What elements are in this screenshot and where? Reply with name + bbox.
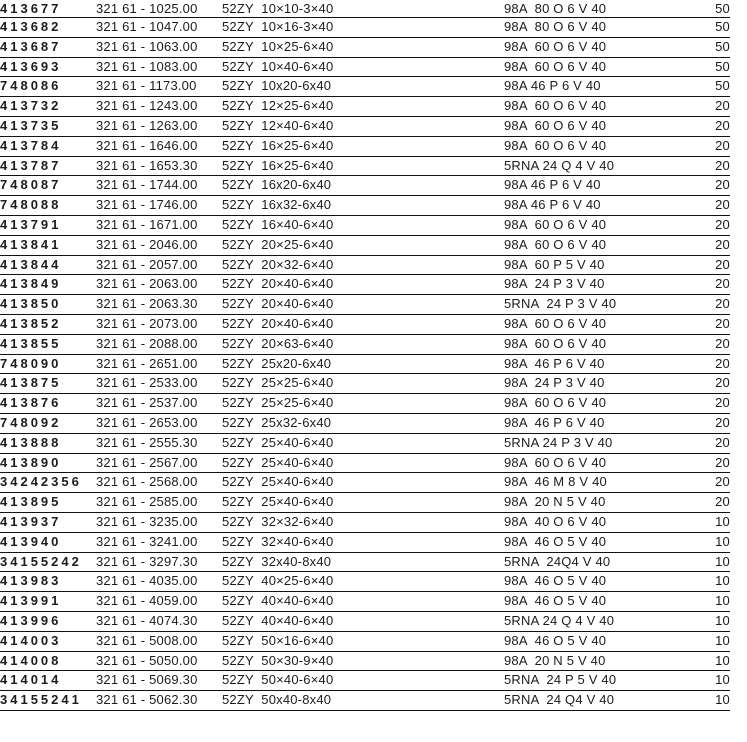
pack-quantity-cell: 50 xyxy=(664,77,730,97)
pack-quantity-cell: 20 xyxy=(664,116,730,136)
type-dimensions-cell: 52ZY 20×40-6×40 xyxy=(222,275,504,295)
abrasive-spec-cell: 98A 20 N 5 V 40 xyxy=(504,493,664,513)
order-code-cell: 321 61 - 1744.00 xyxy=(96,176,222,196)
type-dimensions-cell: 52ZY 25×40-6×40 xyxy=(222,473,504,493)
part-number-cell: 413996 xyxy=(0,611,96,631)
type-dimensions-cell: 52ZY 20×25-6×40 xyxy=(222,235,504,255)
abrasive-spec-cell: 98A 46 P 6 V 40 xyxy=(504,413,664,433)
pack-quantity-cell: 10 xyxy=(664,512,730,532)
table-row xyxy=(0,314,730,334)
pack-quantity-cell: 50 xyxy=(664,37,730,57)
pack-quantity-cell: 20 xyxy=(664,156,730,176)
pack-quantity-cell: 20 xyxy=(664,255,730,275)
order-code-cell: 321 61 - 1646.00 xyxy=(96,136,222,156)
abrasive-spec-cell: 5RNA 24Q4 V 40 xyxy=(504,552,664,572)
type-dimensions-cell: 52ZY 50x40-8x40 xyxy=(222,691,504,711)
abrasive-spec-cell: 98A 46 O 5 V 40 xyxy=(504,631,664,651)
part-number-cell: 413937 xyxy=(0,512,96,532)
pack-quantity-cell: 20 xyxy=(664,215,730,235)
order-code-cell: 321 61 - 2088.00 xyxy=(96,334,222,354)
abrasive-spec-cell: 98A 46 O 5 V 40 xyxy=(504,592,664,612)
pack-quantity-cell: 20 xyxy=(664,334,730,354)
table-row xyxy=(0,37,730,57)
table-row xyxy=(0,671,730,691)
part-number-cell: 413850 xyxy=(0,295,96,315)
table-row xyxy=(0,394,730,414)
table-row xyxy=(0,116,730,136)
pack-quantity-cell: 10 xyxy=(664,572,730,592)
pack-quantity-cell: 20 xyxy=(664,433,730,453)
order-code-cell: 321 61 - 2073.00 xyxy=(96,314,222,334)
order-code-cell: 321 61 - 2063.00 xyxy=(96,275,222,295)
pack-quantity-cell: 20 xyxy=(664,493,730,513)
part-number-cell: 413687 xyxy=(0,37,96,57)
order-code-cell: 321 61 - 4059.00 xyxy=(96,592,222,612)
type-dimensions-cell: 52ZY 12×25-6×40 xyxy=(222,97,504,117)
table-row xyxy=(0,512,730,532)
order-code-cell: 321 61 - 1243.00 xyxy=(96,97,222,117)
part-number-cell: 413855 xyxy=(0,334,96,354)
abrasive-spec-cell: 98A 60 P 5 V 40 xyxy=(504,255,664,275)
part-number-cell: 413895 xyxy=(0,493,96,513)
type-dimensions-cell: 52ZY 40×25-6×40 xyxy=(222,572,504,592)
table-row xyxy=(0,255,730,275)
order-code-cell: 321 61 - 3297.30 xyxy=(96,552,222,572)
type-dimensions-cell: 52ZY 25×25-6×40 xyxy=(222,394,504,414)
table-row xyxy=(0,235,730,255)
type-dimensions-cell: 52ZY 12×40-6×40 xyxy=(222,116,504,136)
type-dimensions-cell: 52ZY 20×32-6×40 xyxy=(222,255,504,275)
abrasive-spec-cell: 98A 46 P 6 V 40 xyxy=(504,196,664,216)
pack-quantity-cell: 10 xyxy=(664,552,730,572)
pack-quantity-cell: 20 xyxy=(664,413,730,433)
order-code-cell: 321 61 - 2555.30 xyxy=(96,433,222,453)
abrasive-spec-cell: 98A 20 N 5 V 40 xyxy=(504,651,664,671)
part-number-cell: 413791 xyxy=(0,215,96,235)
order-code-cell: 321 61 - 1047.00 xyxy=(96,18,222,38)
pack-quantity-cell: 20 xyxy=(664,314,730,334)
part-number-cell: 413875 xyxy=(0,374,96,394)
type-dimensions-cell: 52ZY 16×25-6×40 xyxy=(222,136,504,156)
abrasive-spec-cell: 98A 24 P 3 V 40 xyxy=(504,374,664,394)
pack-quantity-cell: 20 xyxy=(664,394,730,414)
table-row xyxy=(0,57,730,77)
pack-quantity-cell: 20 xyxy=(664,374,730,394)
table-row xyxy=(0,77,730,97)
type-dimensions-cell: 52ZY 32x40-8x40 xyxy=(222,552,504,572)
part-number-cell: 413983 xyxy=(0,572,96,592)
pack-quantity-cell: 20 xyxy=(664,473,730,493)
pack-quantity-cell: 20 xyxy=(664,196,730,216)
abrasive-spec-cell: 5RNA 24 Q 4 V 40 xyxy=(504,611,664,631)
table-row xyxy=(0,295,730,315)
part-number-cell: 413682 xyxy=(0,18,96,38)
abrasive-spec-cell: 98A 60 O 6 V 40 xyxy=(504,334,664,354)
type-dimensions-cell: 52ZY 50×16-6×40 xyxy=(222,631,504,651)
part-number-cell: 413787 xyxy=(0,156,96,176)
table-row xyxy=(0,374,730,394)
abrasive-spec-cell: 98A 46 P 6 V 40 xyxy=(504,176,664,196)
part-number-cell: 414003 xyxy=(0,631,96,651)
table-row xyxy=(0,354,730,374)
table-row xyxy=(0,473,730,493)
abrasive-spec-cell: 98A 60 O 6 V 40 xyxy=(504,57,664,77)
table-row xyxy=(0,631,730,651)
table-row xyxy=(0,156,730,176)
pack-quantity-cell: 50 xyxy=(664,18,730,38)
table-row xyxy=(0,97,730,117)
table-row xyxy=(0,275,730,295)
type-dimensions-cell: 52ZY 10×16-3×40 xyxy=(222,18,504,38)
order-code-cell: 321 61 - 2046.00 xyxy=(96,235,222,255)
part-number-cell: 413888 xyxy=(0,433,96,453)
abrasive-spec-cell: 98A 40 O 6 V 40 xyxy=(504,512,664,532)
table-row xyxy=(0,453,730,473)
type-dimensions-cell: 52ZY 25x20-6x40 xyxy=(222,354,504,374)
order-code-cell: 321 61 - 1653.30 xyxy=(96,156,222,176)
pack-quantity-cell: 50 xyxy=(664,0,730,18)
part-number-cell: 413844 xyxy=(0,255,96,275)
part-number-cell: 413693 xyxy=(0,57,96,77)
order-code-cell: 321 61 - 1083.00 xyxy=(96,57,222,77)
type-dimensions-cell: 52ZY 40×40-6×40 xyxy=(222,611,504,631)
part-number-cell: 413732 xyxy=(0,97,96,117)
table-row xyxy=(0,532,730,552)
order-code-cell: 321 61 - 2651.00 xyxy=(96,354,222,374)
order-code-cell: 321 61 - 4074.30 xyxy=(96,611,222,631)
part-number-cell: 413852 xyxy=(0,314,96,334)
part-number-cell: 34155242 xyxy=(0,552,96,572)
type-dimensions-cell: 52ZY 20×63-6×40 xyxy=(222,334,504,354)
table-row xyxy=(0,552,730,572)
type-dimensions-cell: 52ZY 32×40-6×40 xyxy=(222,532,504,552)
abrasive-spec-cell: 98A 60 O 6 V 40 xyxy=(504,453,664,473)
part-number-cell: 34242356 xyxy=(0,473,96,493)
pack-quantity-cell: 20 xyxy=(664,295,730,315)
order-code-cell: 321 61 - 3235.00 xyxy=(96,512,222,532)
abrasive-spec-cell: 98A 46 P 6 V 40 xyxy=(504,77,664,97)
pack-quantity-cell: 10 xyxy=(664,631,730,651)
abrasive-spec-cell: 98A 46 P 6 V 40 xyxy=(504,354,664,374)
type-dimensions-cell: 52ZY 40×40-6×40 xyxy=(222,592,504,612)
type-dimensions-cell: 52ZY 16x32-6x40 xyxy=(222,196,504,216)
abrasive-spec-cell: 98A 46 O 5 V 40 xyxy=(504,532,664,552)
pack-quantity-cell: 10 xyxy=(664,651,730,671)
abrasive-spec-cell: 98A 60 O 6 V 40 xyxy=(504,37,664,57)
part-number-cell: 748086 xyxy=(0,77,96,97)
abrasive-spec-cell: 98A 60 O 6 V 40 xyxy=(504,235,664,255)
table-row xyxy=(0,0,730,18)
order-code-cell: 321 61 - 1025.00 xyxy=(96,0,222,18)
part-number-cell: 413841 xyxy=(0,235,96,255)
part-number-cell: 413991 xyxy=(0,592,96,612)
abrasive-spec-cell: 98A 60 O 6 V 40 xyxy=(504,314,664,334)
abrasive-spec-cell: 98A 60 O 6 V 40 xyxy=(504,136,664,156)
table-row xyxy=(0,572,730,592)
table-row xyxy=(0,413,730,433)
table-row xyxy=(0,196,730,216)
pack-quantity-cell: 20 xyxy=(664,354,730,374)
part-number-cell: 414014 xyxy=(0,671,96,691)
part-number-cell: 413876 xyxy=(0,394,96,414)
order-code-cell: 321 61 - 2063.30 xyxy=(96,295,222,315)
table-row xyxy=(0,215,730,235)
table-row xyxy=(0,493,730,513)
type-dimensions-cell: 52ZY 10×10-3×40 xyxy=(222,0,504,18)
part-number-cell: 414008 xyxy=(0,651,96,671)
type-dimensions-cell: 52ZY 16×40-6×40 xyxy=(222,215,504,235)
order-code-cell: 321 61 - 2653.00 xyxy=(96,413,222,433)
abrasive-spec-cell: 98A 80 O 6 V 40 xyxy=(504,18,664,38)
order-code-cell: 321 61 - 5069.30 xyxy=(96,671,222,691)
table-row xyxy=(0,334,730,354)
table-row xyxy=(0,691,730,711)
part-number-cell: 748088 xyxy=(0,196,96,216)
order-code-cell: 321 61 - 2057.00 xyxy=(96,255,222,275)
pack-quantity-cell: 10 xyxy=(664,592,730,612)
type-dimensions-cell: 52ZY 50×40-6×40 xyxy=(222,671,504,691)
abrasive-spec-cell: 98A 46 O 5 V 40 xyxy=(504,572,664,592)
abrasive-spec-cell: 98A 80 O 6 V 40 xyxy=(504,0,664,18)
order-code-cell: 321 61 - 2568.00 xyxy=(96,473,222,493)
type-dimensions-cell: 52ZY 16x20-6x40 xyxy=(222,176,504,196)
abrasive-spec-cell: 5RNA 24 P 3 V 40 xyxy=(504,295,664,315)
table-row xyxy=(0,136,730,156)
type-dimensions-cell: 52ZY 50×30-9×40 xyxy=(222,651,504,671)
part-number-cell: 34155241 xyxy=(0,691,96,711)
type-dimensions-cell: 52ZY 25×40-6×40 xyxy=(222,493,504,513)
pack-quantity-cell: 20 xyxy=(664,136,730,156)
type-dimensions-cell: 52ZY 20×40-6×40 xyxy=(222,314,504,334)
part-number-cell: 413940 xyxy=(0,532,96,552)
order-code-cell: 321 61 - 1746.00 xyxy=(96,196,222,216)
order-code-cell: 321 61 - 1063.00 xyxy=(96,37,222,57)
order-code-cell: 321 61 - 5062.30 xyxy=(96,691,222,711)
pack-quantity-cell: 20 xyxy=(664,235,730,255)
order-code-cell: 321 61 - 2533.00 xyxy=(96,374,222,394)
pack-quantity-cell: 50 xyxy=(664,57,730,77)
abrasive-spec-cell: 98A 60 O 6 V 40 xyxy=(504,394,664,414)
part-number-cell: 748087 xyxy=(0,176,96,196)
part-number-cell: 413784 xyxy=(0,136,96,156)
pack-quantity-cell: 20 xyxy=(664,97,730,117)
order-code-cell: 321 61 - 4035.00 xyxy=(96,572,222,592)
type-dimensions-cell: 52ZY 10x20-6x40 xyxy=(222,77,504,97)
table-row xyxy=(0,651,730,671)
table-row xyxy=(0,592,730,612)
type-dimensions-cell: 52ZY 10×40-6×40 xyxy=(222,57,504,77)
pack-quantity-cell: 10 xyxy=(664,671,730,691)
order-code-cell: 321 61 - 2567.00 xyxy=(96,453,222,473)
abrasive-spec-cell: 98A 60 O 6 V 40 xyxy=(504,215,664,235)
order-code-cell: 321 61 - 2537.00 xyxy=(96,394,222,414)
abrasive-spec-cell: 5RNA 24 Q 4 V 40 xyxy=(504,156,664,176)
pack-quantity-cell: 20 xyxy=(664,176,730,196)
type-dimensions-cell: 52ZY 32×32-6×40 xyxy=(222,512,504,532)
abrasive-spec-cell: 5RNA 24 P 3 V 40 xyxy=(504,433,664,453)
abrasive-spec-cell: 98A 60 O 6 V 40 xyxy=(504,97,664,117)
pack-quantity-cell: 20 xyxy=(664,275,730,295)
abrasive-spec-cell: 98A 24 P 3 V 40 xyxy=(504,275,664,295)
type-dimensions-cell: 52ZY 25x32-6x40 xyxy=(222,413,504,433)
abrasive-spec-cell: 98A 60 O 6 V 40 xyxy=(504,116,664,136)
abrasive-spec-cell: 5RNA 24 Q4 V 40 xyxy=(504,691,664,711)
order-code-cell: 321 61 - 5008.00 xyxy=(96,631,222,651)
type-dimensions-cell: 52ZY 25×25-6×40 xyxy=(222,374,504,394)
table-row xyxy=(0,176,730,196)
type-dimensions-cell: 52ZY 25×40-6×40 xyxy=(222,433,504,453)
order-code-cell: 321 61 - 3241.00 xyxy=(96,532,222,552)
order-code-cell: 321 61 - 1173.00 xyxy=(96,77,222,97)
order-code-cell: 321 61 - 2585.00 xyxy=(96,493,222,513)
table-row xyxy=(0,433,730,453)
order-code-cell: 321 61 - 5050.00 xyxy=(96,651,222,671)
abrasive-spec-cell: 5RNA 24 P 5 V 40 xyxy=(504,671,664,691)
type-dimensions-cell: 52ZY 20×40-6×40 xyxy=(222,295,504,315)
part-number-cell: 748090 xyxy=(0,354,96,374)
pack-quantity-cell: 10 xyxy=(664,611,730,631)
pack-quantity-cell: 10 xyxy=(664,532,730,552)
part-number-cell: 413849 xyxy=(0,275,96,295)
part-number-cell: 748092 xyxy=(0,413,96,433)
order-code-cell: 321 61 - 1671.00 xyxy=(96,215,222,235)
table-row xyxy=(0,611,730,631)
order-code-cell: 321 61 - 1263.00 xyxy=(96,116,222,136)
pack-quantity-cell: 20 xyxy=(664,453,730,473)
abrasive-spec-cell: 98A 46 M 8 V 40 xyxy=(504,473,664,493)
part-number-cell: 413677 xyxy=(0,0,96,18)
part-number-cell: 413735 xyxy=(0,116,96,136)
type-dimensions-cell: 52ZY 16×25-6×40 xyxy=(222,156,504,176)
type-dimensions-cell: 52ZY 10×25-6×40 xyxy=(222,37,504,57)
type-dimensions-cell: 52ZY 25×40-6×40 xyxy=(222,453,504,473)
part-number-cell: 413890 xyxy=(0,453,96,473)
table-row xyxy=(0,18,730,38)
pack-quantity-cell: 10 xyxy=(664,691,730,711)
